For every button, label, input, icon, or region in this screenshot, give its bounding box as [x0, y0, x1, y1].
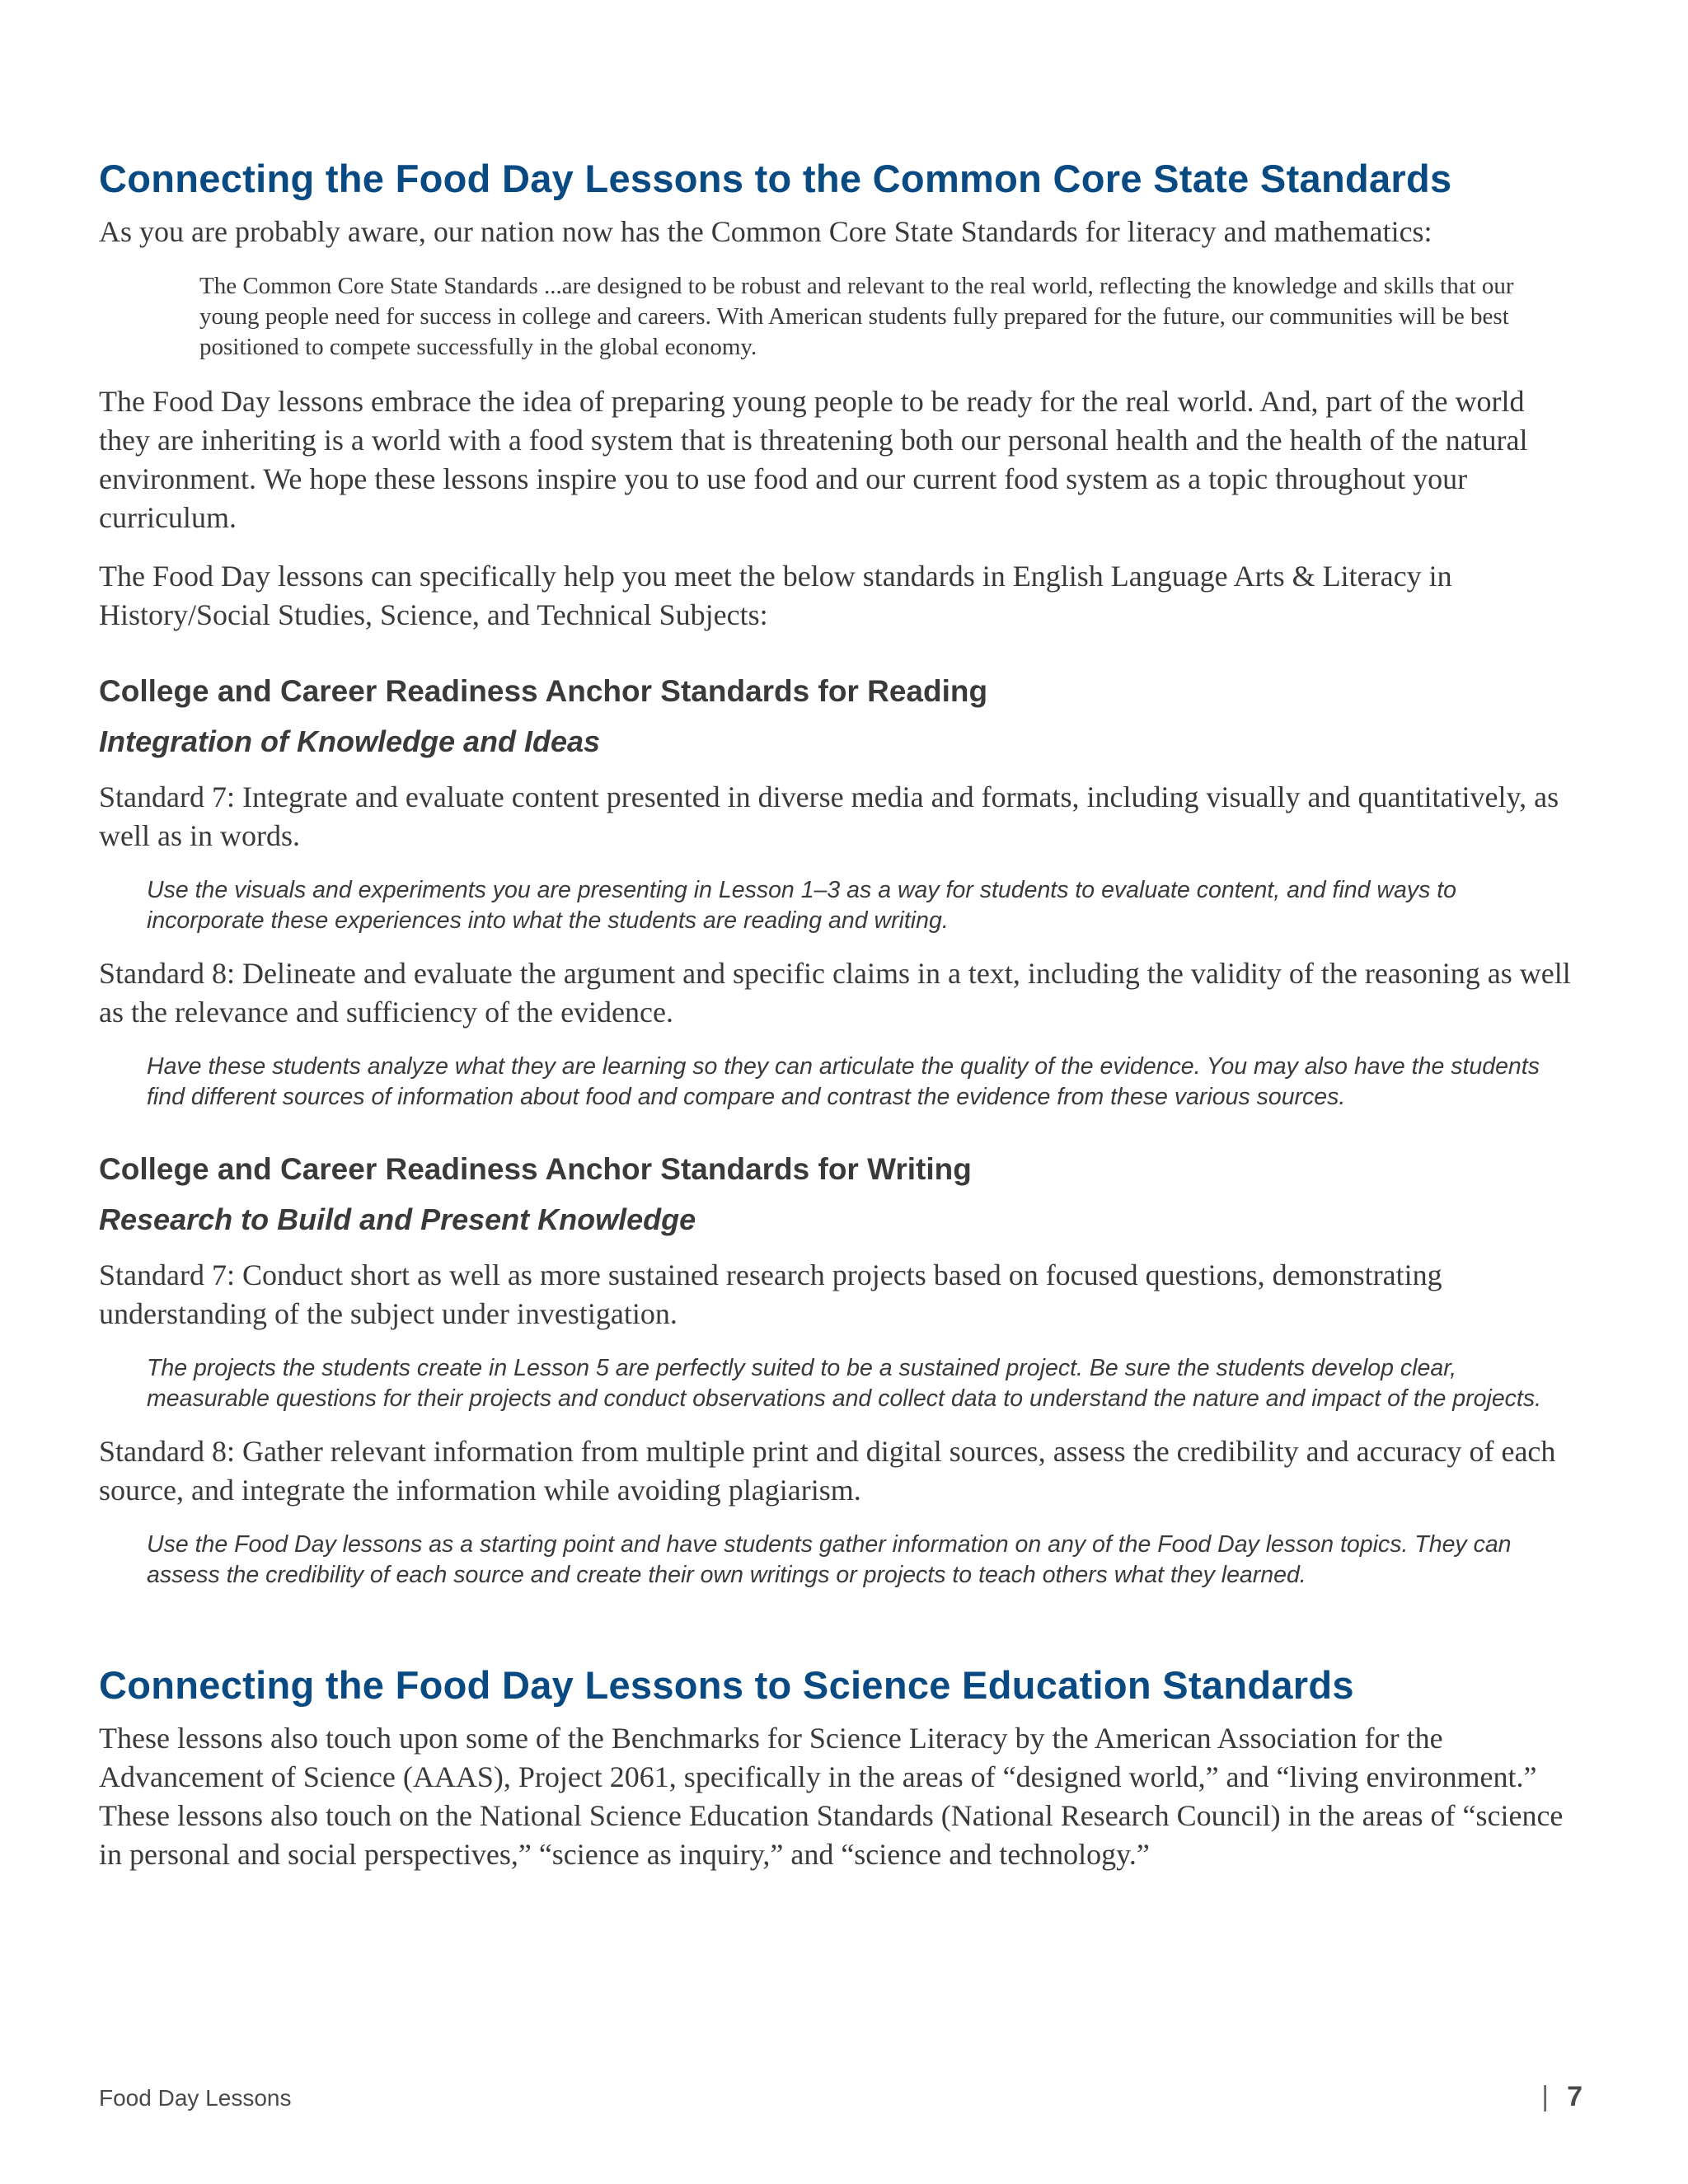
- footer-page-marker: [1541, 2080, 1582, 2113]
- writing-standard-7: Standard 7: Conduct short as well as more sustained research projects based on focused questions, demonstrating understanding of the subject under investigation.: [99, 1258, 1442, 1330]
- reading-standard-8-note: Have these students analyze what they are learning so they can articulate the quality of the evidence. You may also have the students find different sources of information about food and compare and contrast the evidence from these various sources.: [147, 1053, 1540, 1110]
- writing-standard-7-note: The projects the students create in Lesson 5 are perfectly suited to be a sustained project. Be sure the students develop clear, measurable questions for their projects and conduct observations and collect data to understand the nature and impact of the projects.: [147, 1355, 1542, 1412]
- reading-standard-7: Standard 7: Integrate and evaluate content presented in diverse media and formats, including visually and quantitatively, as well as in words.: [99, 780, 1559, 852]
- science-paragraph: These lessons also touch upon some of the Benchmarks for Science Literacy by the American Association for the Advancement of Science (AAAS), Project 2061, specifically in the areas of “designed world,” and “living environment.” These lessons also touch on the National Science Education Standards (National Research Council) in the areas of “science in personal and social perspectives,” “science as inquiry,” and “science and technology.”: [99, 1722, 1564, 1871]
- footer-title: Food Day Lessons: [99, 2085, 292, 2111]
- common-core-quote: The Common Core State Standards ...are designed to be robust and relevant to the real world, reflecting the knowledge and skills that our young people need for success in college and careers. With American students fully prepared for the future, our communities will be best positioned to compete successfully in the global economy.: [199, 273, 1514, 360]
- reading-standards-title: College and Career Readiness Anchor Standards for Reading: [99, 674, 988, 708]
- body-paragraph-1: The Food Day lessons embrace the idea of preparing young people to be ready for the real world. And, part of the world they are inheriting is a world with a food system that is threatening both our personal health and the health of the natural environment. We hope these lessons inspire you to use food and our current food system as a topic throughout your curriculum.: [99, 385, 1528, 534]
- intro-paragraph: As you are probably aware, our nation now has the Common Core State Standards for literacy and mathematics:: [99, 215, 1432, 248]
- reading-standard-8: Standard 8: Delineate and evaluate the argument and specific claims in a text, including the validity of the reasoning as well as the relevance and sufficiency of the evidence.: [99, 957, 1571, 1029]
- page-number: 7: [1567, 2081, 1582, 2112]
- reading-standard-7-note: Use the visuals and experiments you are presenting in Lesson 1–3 as a way for students to evaluate content, and find ways to incorporate these experiences into what the students are reading and writing.: [147, 877, 1457, 934]
- footer-separator: |: [1541, 2081, 1550, 2112]
- writing-standard-8: Standard 8: Gather relevant information from multiple print and digital sources, assess the credibility and accuracy of each source, and integrate the information while avoiding plagiarism.: [99, 1435, 1556, 1507]
- writing-standards-subtitle: Research to Build and Present Knowledge: [99, 1202, 696, 1236]
- body-paragraph-2: The Food Day lessons can specifically help you meet the below standards in English Language Arts & Literacy in History/Social Studies, Science, and Technical Subjects:: [99, 560, 1452, 631]
- writing-standards-title: College and Career Readiness Anchor Standards for Writing: [99, 1152, 972, 1186]
- page-content: [99, 155, 1582, 1894]
- section-heading-science: Connecting the Food Day Lessons to Science Education Standards: [99, 1663, 1354, 1707]
- reading-standards-subtitle: Integration of Knowledge and Ideas: [99, 724, 601, 758]
- writing-standard-8-note: Use the Food Day lessons as a starting point and have students gather information on any of the Food Day lesson topics. They can assess the credibility of each source and create their own writings or projects to teach others what they learned.: [147, 1531, 1512, 1588]
- section-heading-common-core: Connecting the Food Day Lessons to the Common Core State Standards: [99, 157, 1452, 200]
